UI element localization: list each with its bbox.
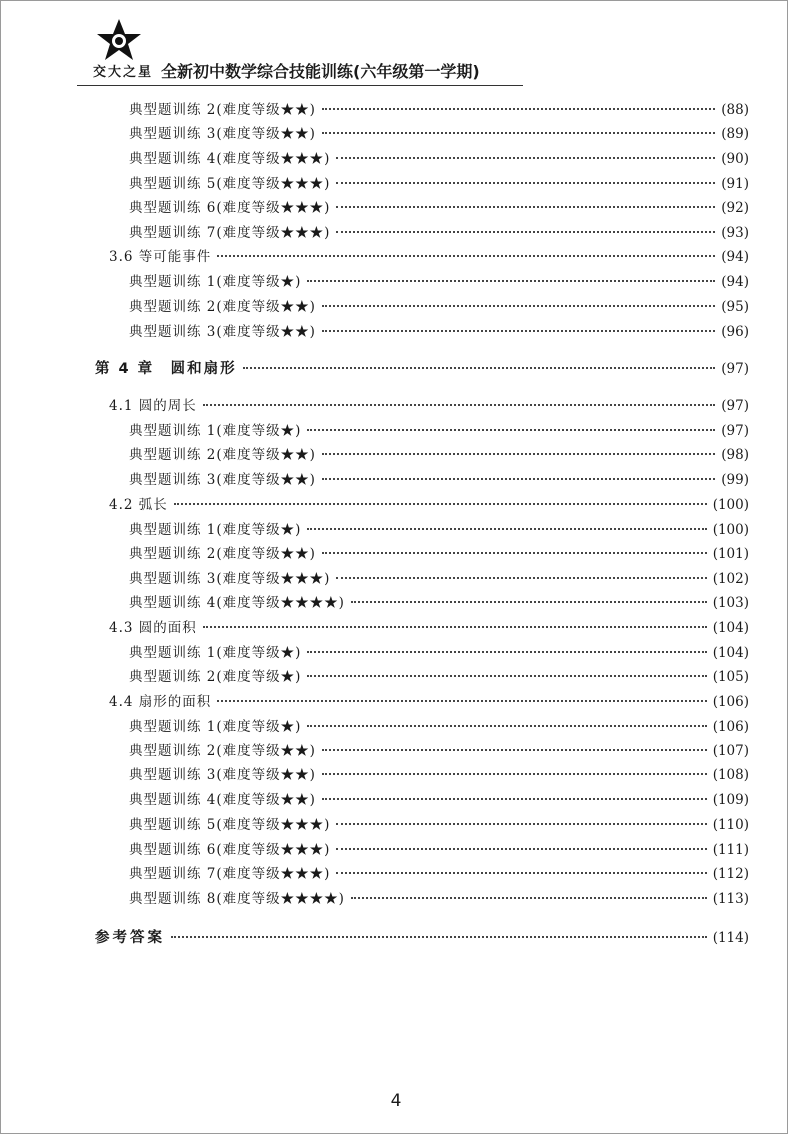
toc-entry-page: (100) [712,497,749,513]
toc-entry-label: 典型题训练 4(难度等级★★★★) [129,595,345,611]
toc-entry-label: 典型题训练 2(难度等级★) [129,669,302,685]
toc-chapter-row [95,357,749,379]
toc-entry-page: (113) [712,891,749,907]
dot-leader [174,502,707,505]
toc-entry-page: (100) [712,522,749,538]
dot-leader [322,477,715,480]
toc-entry-page: (97) [721,398,749,414]
toc-entry-label: 典型题训练 3(难度等级★★) [129,767,316,783]
toc-entry-page: (107) [712,743,749,759]
toc-entry-label: 典型题训练 4(难度等级★★★) [129,151,331,167]
toc-entry-label: 典型题训练 1(难度等级★) [129,522,302,538]
toc-item-row [129,468,749,490]
dot-leader [322,772,707,775]
dot-leader [217,254,715,257]
toc-item-row [129,739,749,761]
toc-entry-page: (89) [721,126,749,142]
toc-entry-label: 典型题训练 1(难度等级★) [129,645,302,661]
toc-entry-label: 典型题训练 3(难度等级★★) [129,472,316,488]
toc-entry-page: (99) [721,472,749,488]
toc-entry-label: 典型题训练 8(难度等级★★★★) [129,891,345,907]
toc-section-row [109,245,749,267]
toc-entry-label: 参考答案 [95,930,165,946]
toc-section-row [109,690,749,712]
dot-leader [322,304,715,307]
toc-entry-page: (112) [712,866,749,882]
dot-leader [336,822,706,825]
toc-entry-page: (93) [721,225,749,241]
toc-entry-page: (114) [712,930,749,946]
dot-leader [336,871,706,874]
toc-entry-page: (104) [712,620,749,636]
toc-entry-label: 典型题训练 5(难度等级★★★) [129,176,331,192]
toc-entry-label: 4.4 扇形的面积 [109,694,212,710]
toc-entry-page: (94) [721,274,749,290]
toc-entry-page: (101) [712,546,749,562]
dot-leader [307,527,706,530]
dot-leader [322,131,715,134]
toc-item-row [129,862,749,884]
dot-leader [171,935,707,938]
toc-answers-row [95,926,749,948]
dot-leader [203,625,707,628]
toc-entry-page: (104) [712,645,749,661]
toc-item-row [129,518,749,540]
toc-entry-label: 典型题训练 2(难度等级★★) [129,546,316,562]
toc-entry-label: 典型题训练 7(难度等级★★★) [129,225,331,241]
toc-item-row [129,295,749,317]
toc-entry-label: 4.1 圆的周长 [109,398,197,414]
toc-entry-page: (91) [721,176,749,192]
toc-item-row [129,887,749,909]
dot-leader [307,724,706,727]
toc-entry-page: (98) [721,447,749,463]
page-header [77,15,523,89]
dot-leader [322,107,715,110]
dot-leader [307,674,706,677]
toc-entry-page: (106) [712,694,749,710]
toc-entry-label: 典型题训练 5(难度等级★★★) [129,817,331,833]
toc-item-row [129,122,749,144]
toc-entry-label: 4.2 弧长 [109,497,168,513]
toc-item-row [129,641,749,663]
toc-entry-label: 典型题训练 3(难度等级★★★) [129,571,331,587]
toc-item-row [129,591,749,613]
dot-leader [322,551,707,554]
toc-entry-label: 典型题训练 4(难度等级★★) [129,792,316,808]
dot-leader [336,576,706,579]
toc-entry-label: 3.6 等可能事件 [109,249,212,265]
toc-entry-page: (110) [712,817,749,833]
toc-entry-page: (88) [721,102,749,118]
dot-leader [322,748,707,751]
toc-entry-label: 典型题训练 1(难度等级★) [129,423,302,439]
toc-entry-label: 典型题训练 3(难度等级★★) [129,324,316,340]
star-logo-icon [95,17,143,63]
toc-entry-label: 典型题训练 6(难度等级★★★) [129,842,331,858]
toc-entry-label: 典型题训练 2(难度等级★★) [129,447,316,463]
toc-entry-page: (97) [721,361,749,377]
toc-entry-page: (106) [712,719,749,735]
dot-leader [336,847,706,850]
toc-entry-page: (94) [721,249,749,265]
dot-leader [322,329,715,332]
dot-leader [307,279,715,282]
dot-leader [336,205,715,208]
toc-entry-label: 典型题训练 7(难度等级★★★) [129,866,331,882]
toc-entry-page: (109) [712,792,749,808]
toc-item-row [129,788,749,810]
toc-entry-label: 典型题训练 1(难度等级★) [129,719,302,735]
dot-leader [203,403,716,406]
toc-item-row [129,147,749,169]
toc-item-row [129,665,749,687]
toc-item-row [129,320,749,342]
toc-item-row [129,419,749,441]
toc-entry-label: 典型题训练 2(难度等级★★) [129,743,316,759]
toc-entry-page: (102) [712,571,749,587]
header-rule [77,85,523,86]
toc-entry-label: 第 4 章 圆和扇形 [95,361,237,377]
toc-entry-label: 典型题训练 6(难度等级★★★) [129,200,331,216]
toc-item-row [129,172,749,194]
dot-leader [351,600,707,603]
toc-section-row [109,616,749,638]
toc-entry-page: (108) [712,767,749,783]
dot-leader [243,366,716,369]
toc-item-row [129,813,749,835]
toc-section-row [109,493,749,515]
dot-leader [307,650,706,653]
toc-section-row [109,394,749,416]
toc-item-row [129,715,749,737]
toc-entry-page: (96) [721,324,749,340]
toc-item-row [129,443,749,465]
dot-leader [336,230,715,233]
toc-entry-label: 典型题训练 3(难度等级★★) [129,126,316,142]
book-title: 全新初中数学综合技能训练(六年级第一学期) [161,62,480,81]
toc-entry-label: 4.3 圆的面积 [109,620,197,636]
brand-logo-text: 交大之星 [93,65,154,80]
page-number: 4 [390,1091,402,1111]
dot-leader [322,797,707,800]
toc-item-row [129,221,749,243]
toc-item-row [129,98,749,120]
dot-leader [217,699,706,702]
toc-item-row [129,542,749,564]
toc-entry-page: (97) [721,423,749,439]
toc-item-row [129,838,749,860]
toc-entry-page: (90) [721,151,749,167]
toc-entry-page: (92) [721,200,749,216]
toc-entry-label: 典型题训练 2(难度等级★★) [129,299,316,315]
toc-entry-page: (111) [712,842,749,858]
dot-leader [351,896,707,899]
dot-leader [336,156,715,159]
dot-leader [322,452,715,455]
toc-entry-page: (105) [712,669,749,685]
toc-entry-label: 典型题训练 1(难度等级★) [129,274,302,290]
toc-item-row [129,763,749,785]
toc-item-row [129,196,749,218]
toc-entry-page: (95) [721,299,749,315]
toc-entry-page: (103) [712,595,749,611]
toc-item-row [129,270,749,292]
dot-leader [336,181,715,184]
toc-entry-label: 典型题训练 2(难度等级★★) [129,102,316,118]
toc-item-row [129,567,749,589]
dot-leader [307,428,715,431]
